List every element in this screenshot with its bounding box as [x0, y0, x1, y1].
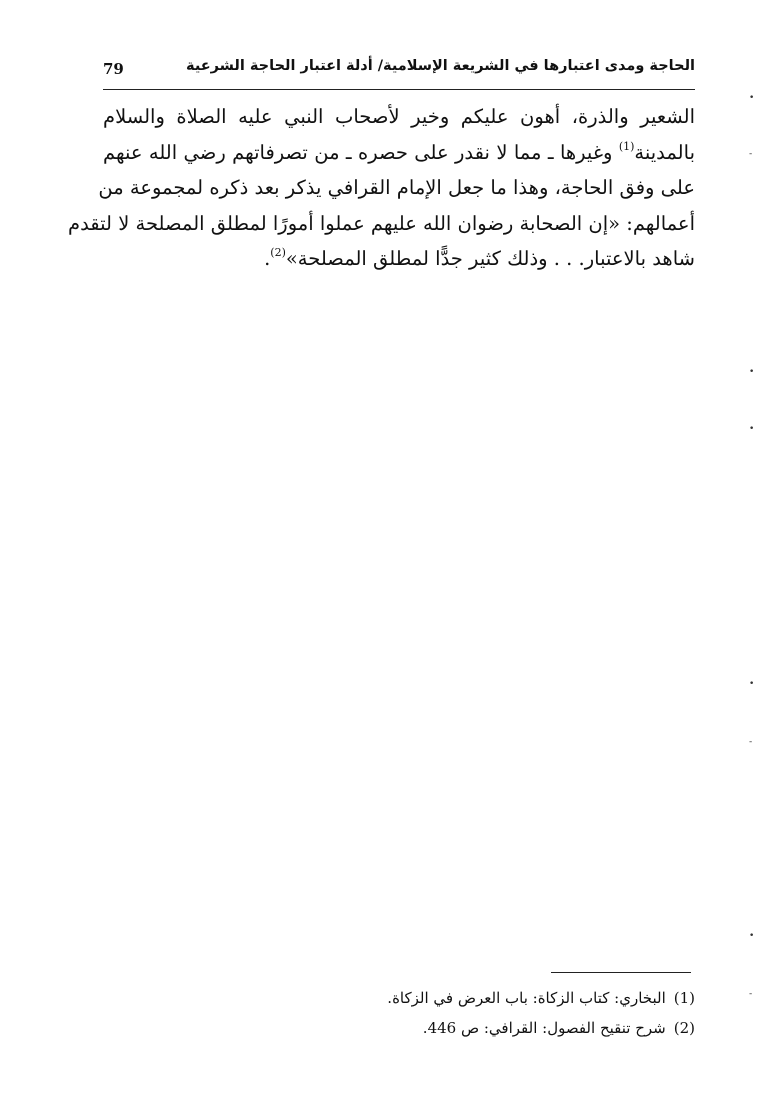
margin-mark: • — [749, 424, 755, 434]
body-line-2: بالمدينة$^{(1)}$ وغيرها ـ مما لا نقدر على حصره ـ من تصرفاتهم رضي الله عنهم — [103, 139, 695, 164]
margin-mark: • — [749, 679, 755, 689]
page-number: 79 — [103, 60, 124, 78]
body-line-3: على وفق الحاجة، وهذا ما جعل الإمام القرافي يذكر بعد ذكره لمجموعة من — [98, 176, 695, 199]
footnote-1: (1)البخاري: كتاب الزكاة: باب العرض في الزكاة. — [387, 989, 695, 1007]
body-line-5: شاهد بالاعتبار. . . وذلك كثير جدًّا لمطلق المصلحة»$^{(2)}$. — [264, 246, 695, 270]
margin-mark: • — [749, 931, 755, 941]
body-line-1: الشعير والذرة، أهون عليكم وخير لأصحاب النبي عليه الصلاة والسلام — [103, 105, 695, 128]
header-rule — [103, 89, 695, 90]
footnote-ref-1: (1) — [618, 139, 635, 153]
margin-mark: - — [749, 149, 753, 159]
margin-mark: • — [749, 367, 755, 377]
margin-mark: - — [749, 989, 753, 999]
footnotes — [103, 983, 695, 1043]
running-head: الحاجة ومدى اعتبارها في الشريعة الإسلامية/ أدلة اعتبار الحاجة الشرعية — [186, 58, 695, 74]
footnote-ref-2: (2) — [270, 246, 286, 259]
margin-mark: - — [749, 737, 753, 747]
footnote-2: (2)شرح تنقيح الفصول: القرافي: ص 446. — [422, 1019, 695, 1037]
body-line-4: أعمالهم: «إن الصحابة رضوان الله عليهم عملوا أمورًا لمطلق المصلحة لا لتقدم — [68, 211, 695, 235]
page-header — [103, 58, 695, 90]
body-text — [68, 99, 695, 277]
footnote-rule — [551, 972, 691, 973]
margin-mark: • — [749, 93, 755, 103]
